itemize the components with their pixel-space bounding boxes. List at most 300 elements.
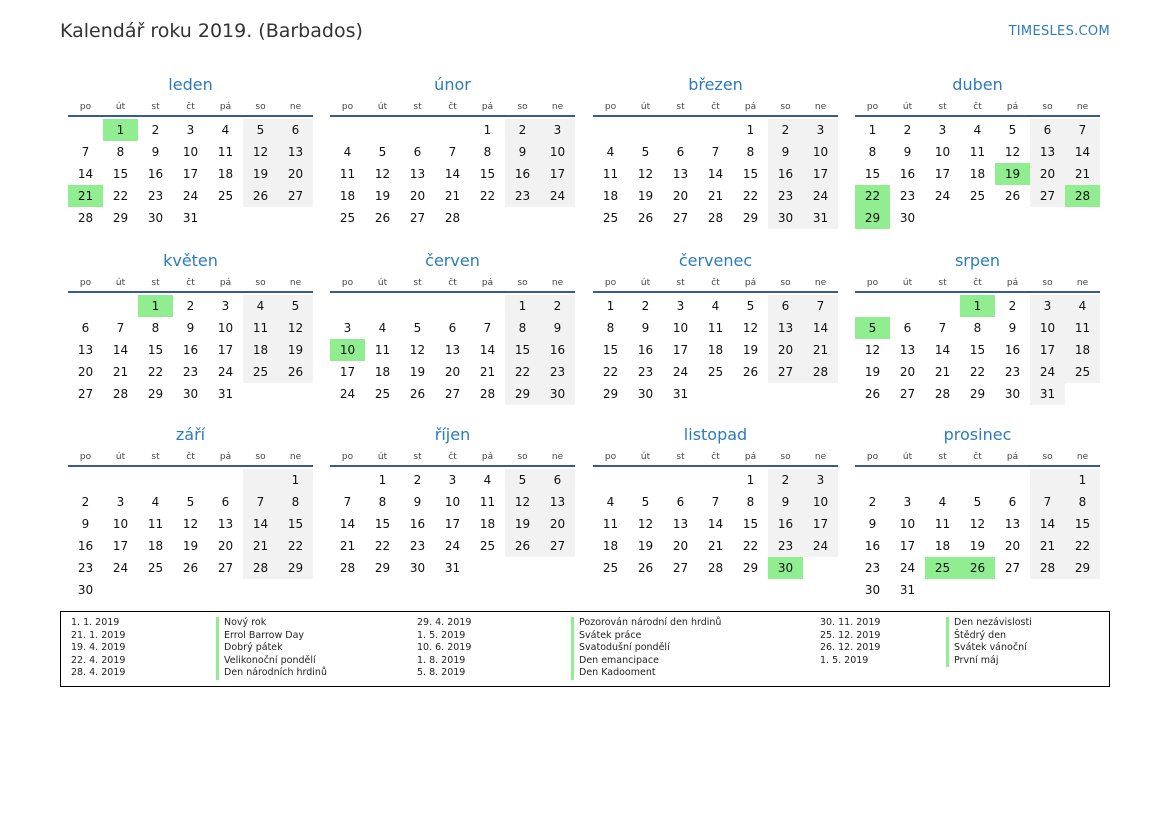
month-říjen [330,423,575,579]
day-cell: 6 [81,321,90,335]
weekday-label: pá [1006,278,1019,288]
day-cell: 10 [217,321,234,335]
weekday-label: st [938,102,947,112]
day-cell: 11 [243,317,278,339]
day-cell: 29 [278,557,313,579]
day-cell: 12 [969,517,986,531]
day-cell: 18 [602,189,619,203]
day-cell: 25 [479,539,496,553]
day-cell: 22 [112,189,129,203]
empty-day-cell [698,469,733,491]
day-cell: 1 [278,469,313,491]
day-cell: 30 [409,561,426,575]
day-cell: 6 [540,469,575,491]
day-cell: 6 [1008,495,1017,509]
holiday-day-cell: 22 [855,185,890,207]
day-cell: 9 [903,145,912,159]
legend-holiday-name: První máj [946,655,1032,668]
day-cell: 21 [479,365,496,379]
weekday-label: so [517,278,528,288]
day-cell: 19 [505,513,540,535]
day-cell: 20 [409,189,426,203]
day-cell: 20 [1030,163,1065,185]
day-cell: 22 [505,361,540,383]
day-cell: 9 [413,495,422,509]
empty-day-cell [698,383,733,405]
month-duben [855,73,1100,229]
weekday-label: út [902,278,913,288]
day-cell: 13 [77,343,94,357]
empty-day-cell [173,579,208,601]
holiday-day-cell: 26 [960,557,995,579]
day-cell: 29 [969,387,986,401]
day-cell: 9 [768,141,803,163]
day-cell: 21 [243,535,278,557]
weekday-label: čt [448,102,457,112]
weekday-header [68,99,313,117]
empty-day-cell [628,119,663,141]
day-cell: 27 [444,387,461,401]
weekday-label: ne [1076,278,1089,288]
day-cell: 3 [803,119,838,141]
empty-day-cell [855,295,890,317]
day-cell: 6 [768,295,803,317]
day-cell: 11 [602,167,619,181]
legend-holiday-name: Dobrý pátek [216,642,327,655]
month-květen [68,249,313,405]
day-cell: 22 [602,365,619,379]
weekday-label: pá [481,452,494,462]
day-cell: 26 [374,211,391,225]
day-cell: 11 [339,167,356,181]
weekday-label: út [115,452,126,462]
empty-day-cell [103,579,138,601]
empty-day-cell [1065,579,1100,601]
day-cell: 16 [637,343,654,357]
day-cell: 5 [243,119,278,141]
day-cell: 3 [186,123,195,137]
day-cell: 16 [1004,343,1021,357]
day-cell: 17 [803,163,838,185]
day-cell: 24 [112,561,129,575]
day-cell: 1 [746,123,755,137]
legend-holiday-name: Den nezávislosti [946,617,1032,630]
day-cell: 27 [278,185,313,207]
weekday-label: po [341,102,354,112]
weekday-label: ne [814,278,827,288]
day-cell: 6 [676,145,685,159]
day-cell: 19 [637,189,654,203]
day-cell: 19 [637,539,654,553]
weekday-label: út [115,278,126,288]
day-cell: 20 [217,539,234,553]
day-cell: 23 [637,365,654,379]
day-cell: 26 [505,535,540,557]
day-cell: 25 [969,189,986,203]
day-cell: 7 [243,491,278,513]
day-cell: 3 [938,123,947,137]
day-cell: 27 [409,211,426,225]
day-cell: 10 [803,491,838,513]
empty-day-cell [278,207,313,229]
day-cell: 15 [742,167,759,181]
month-name: květen [163,251,218,270]
empty-day-cell [855,469,890,491]
weekday-label: st [413,452,422,462]
day-cell: 4 [243,295,278,317]
day-cell: 29 [742,211,759,225]
day-cell: 22 [969,365,986,379]
day-cell: 18 [602,539,619,553]
day-cell: 16 [147,167,164,181]
empty-day-cell [330,295,365,317]
day-cell: 12 [374,167,391,181]
legend-names-column [946,617,1032,667]
day-cell: 19 [243,163,278,185]
legend-holiday-name: Pozorován národní den hrdinů [571,617,721,630]
day-cell: 22 [742,539,759,553]
day-cell: 31 [899,583,916,597]
site-link[interactable]: TIMESLES.COM [1008,24,1110,39]
empty-day-cell [470,295,505,317]
day-cell: 9 [641,321,650,335]
day-cell: 31 [182,211,199,225]
empty-day-cell [243,469,278,491]
weekday-header [855,275,1100,293]
day-cell: 20 [77,365,94,379]
weekday-label: po [79,452,92,462]
day-cell: 11 [479,495,496,509]
weekday-label: po [341,452,354,462]
empty-day-cell [103,295,138,317]
day-cell: 8 [746,145,755,159]
day-cell: 22 [1065,535,1100,557]
legend-holiday-name: Den emancipace [571,655,721,668]
empty-day-cell [593,119,628,141]
day-cell: 25 [602,211,619,225]
day-cell: 18 [934,539,951,553]
day-cell: 17 [444,517,461,531]
weekday-label: po [866,102,879,112]
day-cell: 8 [973,321,982,335]
month-name: červenec [678,251,753,270]
day-cell: 29 [602,387,619,401]
day-cell: 5 [378,145,387,159]
empty-day-cell [435,295,470,317]
day-cell: 16 [899,167,916,181]
weekday-label: pá [219,102,232,112]
holiday-day-cell: 1 [138,295,173,317]
weekday-label: so [255,102,266,112]
legend-dates-column [417,617,471,680]
day-cell: 27 [540,535,575,557]
weekday-header [855,99,1100,117]
day-cell: 4 [711,299,720,313]
day-cell: 29 [112,211,129,225]
day-cell: 10 [899,517,916,531]
empty-day-cell [890,295,925,317]
day-cell: 9 [1008,321,1017,335]
day-cell: 13 [672,167,689,181]
day-cell: 2 [505,119,540,141]
weekday-label: čt [186,452,195,462]
legend-holiday-name: Svátek vánoční [946,642,1032,655]
day-cell: 19 [182,539,199,553]
day-cell: 17 [540,163,575,185]
day-cell: 14 [479,343,496,357]
day-cell: 7 [1030,491,1065,513]
empty-day-cell [330,119,365,141]
day-cell: 28 [707,211,724,225]
day-cell: 4 [606,145,615,159]
day-cell: 17 [934,167,951,181]
month-červen [330,249,575,405]
page-title: Kalendář roku 2019. (Barbados) [60,20,363,42]
day-cell: 10 [672,321,689,335]
weekday-label: st [413,102,422,112]
day-cell: 12 [182,517,199,531]
holiday-day-cell: 5 [855,317,890,339]
day-cell: 8 [746,495,755,509]
day-cell: 9 [868,517,877,531]
day-cell: 21 [707,539,724,553]
day-cell: 7 [343,495,352,509]
day-cell: 3 [1030,295,1065,317]
day-cell: 18 [243,339,278,361]
weekday-label: so [1042,102,1053,112]
day-cell: 13 [217,517,234,531]
empty-day-cell [208,207,243,229]
weekday-label: čt [448,278,457,288]
day-cell: 19 [278,339,313,361]
month-leden [68,73,313,229]
weekday-header [68,275,313,293]
legend-holiday-name: Velikonoční pondělí [216,655,327,668]
weekday-label: pá [219,278,232,288]
day-cell: 27 [217,561,234,575]
empty-day-cell [278,383,313,405]
day-cell: 2 [768,469,803,491]
legend-date: 5. 8. 2019 [417,667,466,679]
day-cell: 12 [278,317,313,339]
legend-date: 26. 12. 2019 [820,642,881,654]
day-cell: 21 [112,365,129,379]
day-cell: 5 [641,495,650,509]
weekday-label: út [377,452,388,462]
day-cell: 23 [864,561,881,575]
day-cell: 25 [602,561,619,575]
empty-day-cell [1030,469,1065,491]
day-cell: 16 [864,539,881,553]
day-cell: 16 [77,539,94,553]
empty-day-cell [400,295,435,317]
month-name: únor [434,75,471,94]
weekday-label: st [413,278,422,288]
weekday-label: pá [744,102,757,112]
day-cell: 20 [278,163,313,185]
day-cell: 17 [112,539,129,553]
day-cell: 16 [182,343,199,357]
day-cell: 23 [182,365,199,379]
day-cell: 7 [448,145,457,159]
weekday-label: ne [814,452,827,462]
day-cell: 31 [444,561,461,575]
day-cell: 3 [221,299,230,313]
day-cell: 9 [81,517,90,531]
day-cell: 10 [540,141,575,163]
month-name: září [175,425,206,444]
day-cell: 25 [217,189,234,203]
day-cell: 12 [409,343,426,357]
weekday-label: pá [1006,102,1019,112]
day-cell: 15 [969,343,986,357]
month-listopad [593,423,838,579]
legend-date: 19. 4. 2019 [71,642,126,654]
day-cell: 2 [540,295,575,317]
holiday-day-cell: 25 [925,557,960,579]
day-cell: 2 [186,299,195,313]
day-cell: 4 [221,123,230,137]
day-cell: 15 [742,517,759,531]
day-cell: 7 [1065,119,1100,141]
day-cell: 9 [540,317,575,339]
day-cell: 18 [147,539,164,553]
day-cell: 14 [112,343,129,357]
day-cell: 20 [899,365,916,379]
day-cell: 17 [339,365,356,379]
day-cell: 19 [409,365,426,379]
day-cell: 7 [938,321,947,335]
weekday-label: ne [289,102,302,112]
day-cell: 15 [278,513,313,535]
month-name: březen [688,75,743,94]
day-cell: 1 [868,123,877,137]
empty-day-cell [960,469,995,491]
day-cell: 14 [77,167,94,181]
day-cell: 19 [969,539,986,553]
day-cell: 3 [803,469,838,491]
day-grid [593,295,838,405]
empty-day-cell [733,383,768,405]
day-cell: 23 [147,189,164,203]
legend-date: 21. 1. 2019 [71,629,126,641]
weekday-label: so [1042,278,1053,288]
weekday-label: ne [551,452,564,462]
day-cell: 12 [1004,145,1021,159]
empty-day-cell [68,469,103,491]
empty-day-cell [540,207,575,229]
legend-date: 25. 12. 2019 [820,629,881,641]
empty-day-cell [890,469,925,491]
day-cell: 6 [676,495,685,509]
day-cell: 23 [77,561,94,575]
day-cell: 23 [768,185,803,207]
empty-day-cell [960,579,995,601]
weekday-label: so [255,452,266,462]
day-cell: 20 [444,365,461,379]
day-cell: 18 [479,517,496,531]
day-cell: 29 [147,387,164,401]
day-cell: 24 [672,365,689,379]
month-name: listopad [683,425,748,444]
weekday-label: ne [289,452,302,462]
day-cell: 11 [707,321,724,335]
day-cell: 5 [413,321,422,335]
weekday-label: čt [711,102,720,112]
weekday-label: čt [448,452,457,462]
weekday-label: pá [481,102,494,112]
day-cell: 10 [182,145,199,159]
day-cell: 4 [483,473,492,487]
day-cell: 31 [217,387,234,401]
empty-day-cell [138,579,173,601]
day-cell: 23 [899,189,916,203]
weekday-label: st [151,278,160,288]
empty-day-cell [138,469,173,491]
day-cell: 6 [448,321,457,335]
day-cell: 14 [1065,141,1100,163]
day-cell: 13 [278,141,313,163]
weekday-label: st [676,102,685,112]
month-name: červen [425,251,480,270]
day-cell: 15 [602,343,619,357]
day-cell: 25 [147,561,164,575]
day-cell: 3 [903,495,912,509]
day-cell: 30 [768,207,803,229]
day-cell: 3 [116,495,125,509]
day-cell: 7 [711,145,720,159]
day-cell: 14 [803,317,838,339]
empty-day-cell [68,295,103,317]
day-cell: 30 [899,211,916,225]
day-cell: 23 [505,185,540,207]
day-cell: 2 [903,123,912,137]
month-name: říjen [434,425,471,444]
day-cell: 25 [1065,361,1100,383]
day-cell: 30 [77,583,94,597]
day-cell: 5 [1008,123,1017,137]
weekday-label: ne [814,102,827,112]
day-cell: 15 [1065,513,1100,535]
empty-day-cell [470,557,505,579]
empty-day-cell [208,579,243,601]
day-cell: 14 [707,517,724,531]
day-cell: 14 [243,513,278,535]
holiday-day-cell: 30 [768,557,803,579]
weekday-label: po [604,278,617,288]
empty-day-cell [803,557,838,579]
holiday-day-cell: 19 [995,163,1030,185]
weekday-label: pá [481,278,494,288]
day-cell: 9 [186,321,195,335]
day-cell: 24 [803,535,838,557]
day-cell: 24 [803,185,838,207]
day-grid [330,469,575,579]
day-cell: 16 [768,163,803,185]
day-cell: 30 [637,387,654,401]
legend-holiday-name: Štědrý den [946,630,1032,643]
day-cell: 22 [278,535,313,557]
day-cell: 22 [374,539,391,553]
weekday-label: út [902,102,913,112]
day-cell: 28 [112,387,129,401]
day-cell: 8 [868,145,877,159]
weekday-label: ne [551,278,564,288]
month-name: srpen [954,251,1001,270]
day-cell: 4 [973,123,982,137]
weekday-label: po [79,278,92,288]
weekday-header [593,449,838,467]
